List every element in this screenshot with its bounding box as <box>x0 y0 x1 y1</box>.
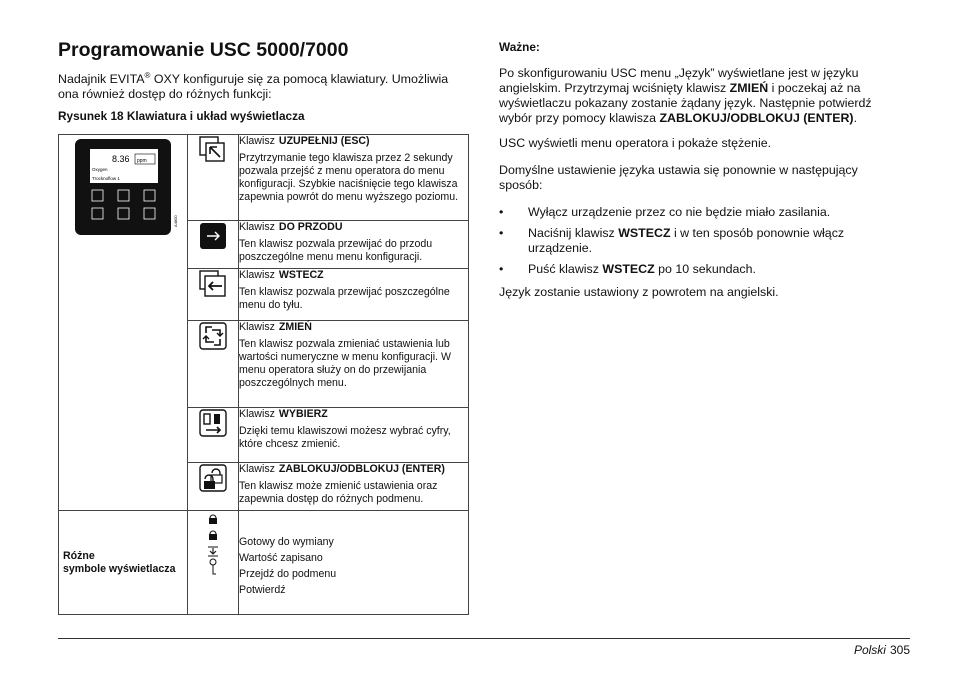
select-key-icon <box>198 408 228 438</box>
key-desc: Dzięki temu klawiszowi możesz wybrać cyfry, które chcesz zmienić. <box>239 425 451 450</box>
symbol-text: Wartość zapisano <box>239 552 323 564</box>
key-name: WYBIERZ <box>278 408 328 420</box>
list-item <box>499 262 899 277</box>
change-key-description <box>239 321 469 408</box>
open-padlock-icon <box>188 511 238 527</box>
key-name: WSTECZ <box>278 269 324 281</box>
text: . <box>853 111 858 125</box>
page-number: 305 <box>889 643 910 657</box>
forward-arrow-key-icon <box>198 221 228 251</box>
paragraph-3: Domyślne ustawienie języka ustawia się ponownie w następujący sposób: <box>499 163 858 192</box>
page-title: Programowanie USC 5000/7000 <box>58 39 349 61</box>
text: Naciśnij klawisz <box>528 226 619 240</box>
symbols-label-cell <box>59 511 188 615</box>
list-item <box>499 226 899 256</box>
confirm-key-icon <box>188 559 238 575</box>
key-name: UZUPEŁNIJ (ESC) <box>278 135 370 147</box>
footer-language: Polski <box>853 643 886 657</box>
bullet: • <box>499 205 504 219</box>
text: Puść klawisz <box>528 262 603 276</box>
transmitter-keypad-illustration <box>59 135 187 255</box>
symbol-text: Potwierdź <box>239 584 286 596</box>
keypad-table <box>58 134 469 615</box>
submenu-arrow-icon <box>188 543 238 559</box>
key-name: DO PRZODU <box>278 221 343 233</box>
bold-text: ZABLOKUJ/ODBLOKUJ (ENTER) <box>659 111 854 125</box>
select-key-description <box>239 408 469 463</box>
device-illustration-cell <box>59 135 188 511</box>
key-desc: Ten klawisz pozwala przewijać do przodu poszczególne menu menu konfiguracji. <box>239 238 433 263</box>
forward-key-cell <box>188 221 239 269</box>
bullet: • <box>499 226 504 240</box>
page-footer <box>854 643 910 657</box>
back-key-description <box>239 269 469 321</box>
lock-key-description <box>239 463 469 511</box>
paragraph-2: USC wyświetli menu operatora i pokaże stężenie. <box>499 136 772 150</box>
steps-list <box>499 205 899 277</box>
key-name: ZABLOKUJ/ODBLOKUJ (ENTER) <box>278 463 445 475</box>
bullet: • <box>499 262 504 276</box>
figure-id: A4800 <box>173 215 178 227</box>
bold-text: WSTECZ <box>602 262 655 276</box>
symbols-label-line2: symbole wyświetlacza <box>63 562 176 575</box>
symbols-text-cell <box>239 511 469 615</box>
display-line3: Trocknoflow 1 <box>92 176 120 181</box>
text: Po skonfigurowaniu USC menu „Język” wyświetlane jest w języku angielskim. Przytrzymaj wciśnięty klawisz <box>499 66 859 95</box>
figure-caption: Rysunek 18 Klawiatura i układ wyświetlacza <box>58 109 305 124</box>
text: Wyłącz urządzenie przez co nie będzie miało zasilania. <box>528 205 831 219</box>
footer-divider <box>58 638 910 639</box>
key-prefix: Klawisz <box>239 321 275 333</box>
closed-padlock-icon <box>188 527 238 543</box>
symbol-text: Gotowy do wymiany <box>239 536 334 548</box>
left-column <box>58 38 470 123</box>
change-key-cell <box>188 321 239 408</box>
select-key-cell <box>188 408 239 463</box>
esc-key-description <box>239 135 469 221</box>
important-paragraph <box>499 66 899 126</box>
symbols-icons-cell <box>188 511 239 615</box>
lock-key-cell <box>188 463 239 511</box>
text: i poczekaj aż na wyświetlaczu pokazany zostanie żądany język. Następnie potwierdź wybór przy pomocy klawisza <box>499 81 872 125</box>
esc-key-icon <box>198 135 228 165</box>
key-prefix: Klawisz <box>239 221 275 233</box>
symbol-text: Przejdź do podmenu <box>239 568 337 580</box>
esc-key-cell <box>188 135 239 221</box>
key-desc: Ten klawisz pozwala przewijać poszczególne menu do tyłu. <box>239 286 450 311</box>
intro-text: Nadajnik EVITA <box>58 72 145 87</box>
text: po 10 sekundach. <box>654 262 756 276</box>
back-key-cell <box>188 269 239 321</box>
right-column <box>499 40 899 306</box>
display-line2: Oxygen <box>92 167 108 172</box>
important-header: Ważne: <box>499 40 540 54</box>
registered-mark: ® <box>144 71 151 80</box>
symbols-label-line1: Różne <box>63 549 95 562</box>
list-item <box>499 205 899 220</box>
forward-key-description <box>239 221 469 269</box>
key-name: ZMIEŃ <box>278 321 312 333</box>
bold-text: ZMIEŃ <box>729 81 769 95</box>
key-desc: Przytrzymanie tego klawisza przez 2 sekundy pozwala przejść z menu operatora do menu konfiguracji. Szybkie naciśnięcie tego klawisza zapewnia powrót do menu wyższego poziomu. <box>239 152 459 203</box>
key-prefix: Klawisz <box>239 135 275 147</box>
key-prefix: Klawisz <box>239 269 275 281</box>
display-value: 8.36 <box>112 154 130 164</box>
display-unit: ppm <box>137 158 147 164</box>
key-prefix: Klawisz <box>239 408 275 420</box>
back-arrow-key-icon <box>198 269 228 299</box>
bold-text: WSTECZ <box>618 226 671 240</box>
paragraph-4: Język zostanie ustawiony z powrotem na angielski. <box>499 285 779 299</box>
intro-text-rest: OXY konfiguruje się za pomocą klawiatury. Umożliwia ona również dostęp do różnych funkcji: <box>58 72 449 102</box>
key-prefix: Klawisz <box>239 463 275 475</box>
text: i w ten sposób ponownie włącz urządzenie. <box>528 226 845 255</box>
intro-paragraph <box>58 68 470 102</box>
key-desc: Ten klawisz może zmienić ustawienia oraz zapewnia dostęp do różnych podmenu. <box>239 480 438 505</box>
change-arrows-key-icon <box>198 321 228 351</box>
key-desc: Ten klawisz pozwala zmieniać ustawienia lub wartości numeryczne w menu konfiguracji. W menu operatora służy on do przewijania poszczególnych menu. <box>239 338 451 389</box>
lock-unlock-key-icon <box>198 463 228 493</box>
